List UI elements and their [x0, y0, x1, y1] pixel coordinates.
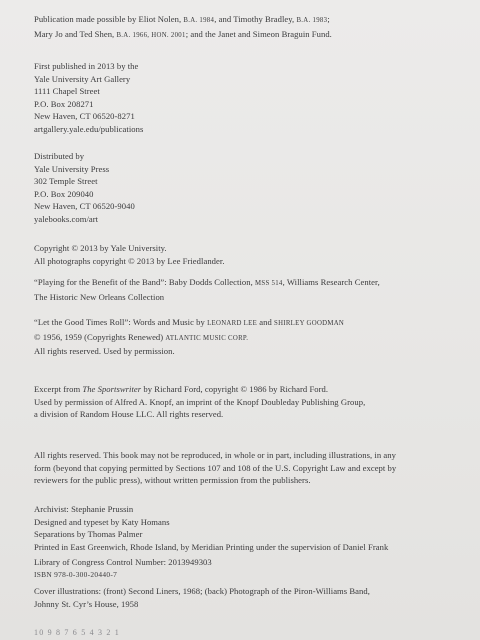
- printing-line: 10 9 8 7 6 5 4 3 2 1: [34, 628, 120, 637]
- good-times-line: All rights reserved. Used by permission.: [34, 346, 175, 357]
- publisher-block: [34, 60, 466, 136]
- library-info: [34, 556, 466, 581]
- funding-credit: [34, 13, 466, 42]
- good-times-line: [34, 331, 466, 346]
- credit-text: Excerpt from: [34, 384, 83, 394]
- playing-line: [34, 276, 466, 291]
- funding-text: ;: [327, 14, 330, 24]
- photo-copyright-line: All photographs copyright © 2013 by Lee Friedlander.: [34, 255, 225, 266]
- distributor-line: Distributed by: [34, 151, 85, 161]
- excerpt-line: [34, 383, 466, 396]
- book-title: The Sportswriter: [82, 384, 142, 394]
- distributor-po-box: P.O. Box 209040: [34, 188, 94, 199]
- excerpt-line: a division of Random House LLC. All rights reserved.: [34, 409, 224, 420]
- publisher-po-box: P.O. Box 208271: [34, 98, 94, 109]
- credit-text: and: [257, 317, 274, 327]
- credit-text: by Richard Ford, copyright © 1986 by Richard Ford.: [141, 384, 329, 394]
- degree-label: B.A. 1983: [296, 17, 328, 24]
- designer-credit: Designed and typeset by Katy Homans: [34, 516, 170, 527]
- funding-text: Mary Jo and Ted Shen,: [34, 28, 117, 39]
- credit-text: “Playing for the Benefit of the Band”: Baby Dodds Collection,: [34, 277, 256, 287]
- funding-line: [34, 28, 466, 43]
- playing-line: The Historic New Orleans Collection: [34, 291, 165, 302]
- distributor-street: 302 Temple Street: [34, 176, 98, 187]
- cover-line: Johnny St. Cyr’s House, 1958: [34, 598, 139, 609]
- isbn: ISBN 978-0-300-20440-7: [34, 569, 118, 579]
- degree-label: B.A. 1966, HON. 2001: [116, 31, 186, 39]
- separations-credit: Separations by Thomas Palmer: [34, 529, 143, 540]
- production-credits: [34, 503, 466, 553]
- cover-line: Cover illustrations: (front) Second Liners, 1968; (back) Photograph of the Piron-Williams Band,: [34, 586, 370, 596]
- copyright-block: [34, 242, 466, 267]
- playing-credit: [34, 276, 466, 303]
- good-times-credit: [34, 316, 466, 358]
- publisher-name: Yale University Art Gallery: [34, 73, 131, 84]
- publisher-line: First published in 2013 by the: [34, 61, 139, 71]
- publisher-website: artgallery.yale.edu/publications: [34, 123, 144, 134]
- funding-text: ; and the Janet and Simeon Braguin Fund.: [185, 28, 332, 39]
- composer-name: SHIRLEY GOODMAN: [274, 320, 345, 327]
- copyright-line: Copyright © 2013 by Yale University.: [34, 243, 167, 253]
- printer-credit: Printed in East Greenwich, Rhode Island, by Meridian Printing under the supervision of Daniel Frank: [34, 541, 389, 552]
- funding-line: [34, 13, 466, 28]
- distributor-name: Yale University Press: [34, 163, 110, 174]
- composer-name: LEONARD LEE: [207, 320, 258, 327]
- cover-credit: [34, 585, 466, 610]
- publisher-city: New Haven, CT 06520-8271: [34, 111, 135, 122]
- collection-number: MSS 514: [255, 280, 283, 287]
- credit-text: , Williams Research Center,: [282, 277, 380, 287]
- funding-text: Publication made possible by Eliot Nolen,: [34, 14, 184, 24]
- archivist-credit: Archivist: Stephanie Prussin: [34, 504, 134, 514]
- funding-text: , and Timothy Bradley,: [214, 14, 297, 24]
- rights-line: form (beyond that copying permitted by Sections 107 and 108 of the U.S. Copyright Law and except by: [34, 462, 397, 473]
- credit-text: © 1956, 1959 (Copyrights Renewed): [34, 331, 166, 342]
- excerpt-line: Used by permission of Alfred A. Knopf, an imprint of the Knopf Doubleday Publishing Group,: [34, 396, 366, 407]
- rights-line: All rights reserved. This book may not be reproduced, in whole or in part, including illustrations, in any: [34, 450, 396, 460]
- distributor-block: [34, 150, 466, 226]
- publisher-street: 1111 Chapel Street: [34, 86, 100, 97]
- degree-label: B.A. 1984: [183, 17, 215, 24]
- distributor-city: New Haven, CT 06520-9040: [34, 201, 135, 212]
- rights-notice: [34, 449, 466, 487]
- rights-line: reviewers for the public press), without written permission from the publishers.: [34, 475, 311, 486]
- distributor-website: yalebooks.com/art: [34, 213, 99, 224]
- loc-control-number: Library of Congress Control Number: 2013949303: [34, 557, 212, 567]
- publisher-name: ATLANTIC MUSIC CORP.: [165, 334, 249, 342]
- good-times-line: [34, 316, 466, 331]
- credit-text: “Let the Good Times Roll”: Words and Music by: [34, 317, 208, 327]
- excerpt-credit: [34, 383, 466, 421]
